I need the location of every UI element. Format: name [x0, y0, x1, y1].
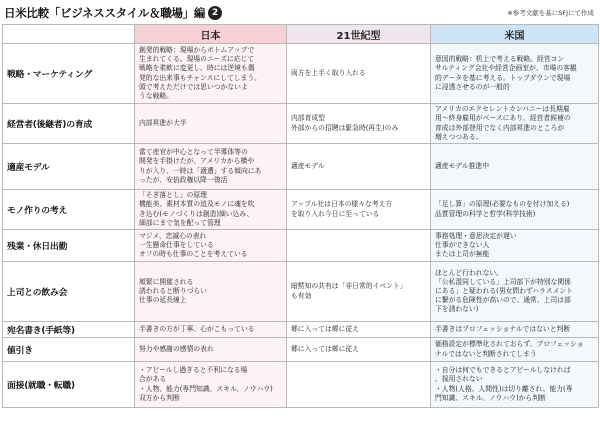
cell-line: 品質管理の科学と哲学(科学技術)	[435, 209, 536, 218]
c21-cell	[287, 104, 431, 144]
cell-line: 用～終身雇用がベースにあり、経営者候補の	[435, 114, 571, 123]
cell-line: 生まれてくる。現場のニーズに応じて	[139, 55, 255, 64]
c21-cell	[287, 362, 431, 408]
cell-line: にある」と疑われる(男女問わずハラスメント	[435, 286, 573, 295]
cell-line: 的データを基に考える。トップダウンで現場	[435, 73, 571, 82]
cell-line: ったが、安倍政権以降一復活	[139, 175, 228, 184]
japan-cell	[135, 144, 287, 190]
c21-cell	[287, 144, 431, 190]
c21-cell	[287, 44, 431, 104]
cell-line: 適産モデル推進中	[435, 161, 490, 170]
cell-line: ・人物、能力(専門知識、スキル、ノウハウ)	[139, 384, 273, 393]
cell-line: ナルではないと判断されてしまう	[435, 349, 537, 358]
usa-cell	[431, 362, 599, 408]
row-label: 戦略・マーケティング	[3, 44, 135, 104]
usa-cell	[431, 322, 599, 338]
cell-line: 仕事ができない人	[435, 240, 490, 249]
cell-line: ほとんど行われない。	[435, 268, 503, 277]
table-row	[3, 44, 599, 104]
cell-line: ・人物(人格、人間性)は切り離され、能力(専	[435, 384, 573, 393]
row-label: 値引き	[3, 338, 135, 362]
cell-line: りが入り、一時は「適遭」する傾向にあ	[139, 166, 262, 175]
header-blank	[3, 25, 135, 44]
cell-line: 郷に入っては郷に従え	[291, 344, 359, 353]
cell-line: 「公私混同している」上司部下が特別な関係	[435, 277, 571, 286]
row-label: 面接(就職・転職)	[3, 362, 135, 408]
c21-cell	[287, 322, 431, 338]
cell-line: 内部育成型	[291, 114, 325, 123]
cell-line: 、採用されない	[435, 375, 483, 384]
row-label: 上司との飲み会	[3, 262, 135, 322]
cell-line: 価格設定が標準化されておらず、プロフェッショ	[435, 340, 584, 349]
row-label: 残業・休日出勤	[3, 230, 135, 262]
cell-line: マジメ、忠誠心の表れ	[139, 231, 207, 240]
cell-line: ・自分は何でもできるとアピールしなければ	[435, 366, 571, 375]
cell-line: 頭で考えただけでは思いつかないよ	[139, 82, 248, 91]
cell-line: アップル社は日本の様々な考え方	[291, 200, 393, 209]
cell-line: オフの時も仕事のことを考えている	[139, 250, 248, 259]
table-row	[3, 104, 599, 144]
cell-line: 事務処理・意思決定が遅い	[435, 231, 517, 240]
cell-line: 増えつつある。	[435, 132, 483, 141]
cell-line: に繋がる危険性が高いので、通常、上司は部	[435, 296, 571, 305]
japan-cell	[135, 190, 287, 230]
row-label: 経営者(後継者)の育成	[3, 104, 135, 144]
cell-line: 戦略を柔軟に変更し、時には逆境も偶	[139, 64, 255, 73]
cell-line: 下を誘わない)	[435, 305, 479, 314]
comparison-table	[2, 24, 599, 408]
cell-line: 誘われると断りづらい	[139, 286, 207, 295]
cell-line: 一生懸命仕事をしている	[139, 240, 214, 249]
table-row	[3, 190, 599, 230]
cell-line: または上司が無能	[435, 250, 490, 259]
table-row	[3, 230, 599, 262]
cell-line: うな戦略。	[139, 91, 173, 100]
table-row	[3, 144, 599, 190]
cell-line: も有効	[291, 291, 312, 300]
cell-line: 内部昇進が大半	[139, 118, 187, 127]
header-21st-century: 21世紀型	[287, 25, 431, 44]
cell-line: ・アピールし過ぎると不利になる場	[139, 366, 248, 375]
cell-line: を取り入れ今日に至っている	[291, 209, 380, 218]
cell-line: 手書きの方が丁寧、心がこもっている	[139, 324, 255, 333]
japan-cell	[135, 362, 287, 408]
cell-line: 暗黙知の共有は「非日常的イベント」	[291, 282, 407, 291]
usa-cell	[431, 104, 599, 144]
c21-cell	[287, 230, 431, 262]
cell-line: 當て産官が中心となって半導体等の	[139, 148, 248, 157]
table-row	[3, 262, 599, 322]
cell-line: 門知識、スキル、ノウハウ)から判断	[435, 393, 546, 402]
usa-cell	[431, 262, 599, 322]
japan-cell	[135, 322, 287, 338]
usa-cell	[431, 230, 599, 262]
cell-line: 適産モデル	[291, 161, 325, 170]
title-row	[4, 4, 222, 22]
cell-line: 開発を手掛けたが、アメリカから横や	[139, 157, 255, 166]
cell-line: 手書きはプロフェッショナルではないと判断	[435, 324, 571, 333]
cell-line: 発的な出来事もチャンスにしてしまう。	[139, 73, 261, 82]
table-row	[3, 362, 599, 408]
row-label: モノ作りの考え	[3, 190, 135, 230]
cell-line: 努力や感謝の感情の表れ	[139, 344, 214, 353]
japan-cell	[135, 338, 287, 362]
cell-line: 創発的戦略：現場からボトムアップで	[139, 45, 255, 54]
header-usa: 米国	[431, 25, 599, 44]
japan-cell	[135, 262, 287, 322]
usa-cell	[431, 338, 599, 362]
usa-cell	[431, 44, 599, 104]
source-note: ※参考文献を基にSFJにて作成	[507, 9, 594, 17]
cell-line: アメリカのエクセレントカンパニーは長期雇	[435, 105, 570, 114]
japan-cell	[135, 104, 287, 144]
cell-line: 機能美、素材本質の追及モノに魂を吹	[139, 200, 255, 209]
c21-cell	[287, 190, 431, 230]
row-label: 宛名書き(手紙等)	[3, 322, 135, 338]
cell-line: 外部からの招聘は緊急時(再生)のみ	[291, 123, 399, 132]
header-row	[3, 25, 599, 44]
table-row	[3, 338, 599, 362]
cell-line: 意図的戦略：机上で考える戦略。経営コン	[435, 55, 565, 64]
part-number-badge: 2	[208, 6, 222, 20]
cell-line: 「そぎ落とし」の原理	[139, 191, 207, 200]
cell-line: 育成は外部登用でなく内部昇進のところが	[435, 123, 565, 132]
cell-line: 「足し算」の原理(必要なものを付け加える)	[435, 200, 570, 209]
cell-line: 双方から判断	[139, 393, 180, 402]
japan-cell	[135, 44, 287, 104]
cell-line: サルティング会社や経営企画室が、市場の客観	[435, 64, 577, 73]
usa-cell	[431, 144, 599, 190]
cell-line: 両方を上手く取り入れる	[291, 68, 366, 77]
cell-line: に浸透させるのが一般的	[435, 82, 510, 91]
japan-cell	[135, 230, 287, 262]
cell-line: 細部にまで気を配って管理	[139, 218, 221, 227]
row-label: 適産モデル	[3, 144, 135, 190]
table-row	[3, 322, 599, 338]
cell-line: 頻繁に開催される	[139, 277, 194, 286]
c21-cell	[287, 338, 431, 362]
cell-line: 仕事の延長線上	[139, 296, 187, 305]
usa-cell	[431, 190, 599, 230]
cell-line: 合がある	[139, 375, 167, 384]
cell-line: 郷に入っては郷に従え	[291, 324, 359, 333]
cell-line: き込む(モノづくりは創造)細い込み、	[139, 209, 254, 218]
page-title: 日米比較「ビジネススタイル＆職場」編	[4, 6, 206, 20]
header-japan: 日本	[135, 25, 287, 44]
c21-cell	[287, 262, 431, 322]
